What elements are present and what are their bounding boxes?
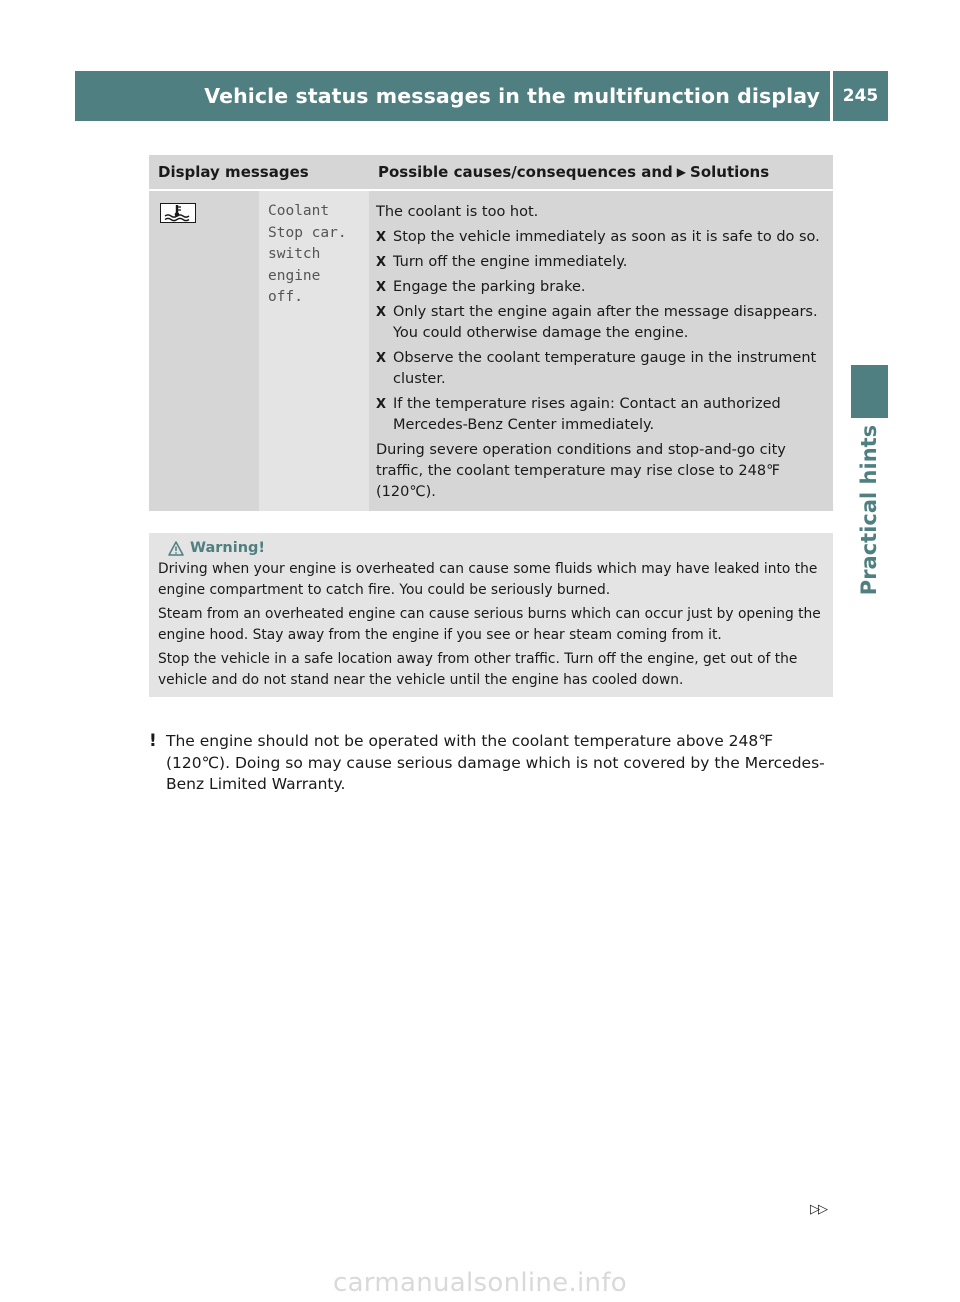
note-block bbox=[149, 731, 833, 796]
column-header-solutions-text: Solutions bbox=[690, 163, 770, 181]
warning-title: Warning! bbox=[190, 540, 266, 556]
column-header-causes-text: Possible causes/consequences and bbox=[378, 163, 673, 181]
message-line: engine bbox=[268, 267, 321, 284]
step-arrow-icon: X bbox=[376, 305, 387, 320]
solution-step: X Engage the parking brake. bbox=[376, 277, 827, 298]
display-messages-table bbox=[149, 155, 833, 511]
section-label-text: Practical hints bbox=[857, 424, 882, 596]
message-line: Stop car. bbox=[268, 224, 347, 241]
solution-step: X Stop the vehicle immediately as soon as it is safe to do so. bbox=[376, 227, 827, 248]
column-header-causes bbox=[369, 155, 833, 189]
table-header bbox=[149, 155, 833, 189]
step-arrow-icon: X bbox=[376, 230, 387, 245]
warning-paragraph: Steam from an overheated engine can cause serious burns which can occur just by opening the engine hood. Stay away from the engine if you see or hear steam coming from it. bbox=[158, 606, 821, 643]
message-line: Coolant bbox=[268, 203, 330, 219]
table-cell-icon bbox=[149, 191, 259, 511]
solution-step: X Only start the engine again after the message disappears. You could otherwise damage the engine. bbox=[376, 302, 827, 344]
step-arrow-icon: X bbox=[376, 280, 387, 295]
page-title: Vehicle status messages in the multifunction display bbox=[204, 84, 820, 108]
warning-paragraph: Driving when your engine is overheated can cause some fluids which may have leaked into the engine compartment to catch fire. You could be seriously burned. bbox=[158, 561, 818, 598]
column-header-display: Display messages bbox=[158, 163, 309, 181]
step-arrow-icon: X bbox=[376, 351, 387, 366]
continue-arrows-icon: ▷▷ bbox=[810, 1202, 826, 1217]
table-row bbox=[149, 189, 833, 511]
warning-header bbox=[168, 538, 826, 559]
footnote-text: During severe operation conditions and stop-and-go city traffic, the coolant temperature may rise close to 248℉ (120℃). bbox=[376, 442, 786, 500]
warning-paragraph: Stop the vehicle in a safe location away from other traffic. Turn off the engine, get out of the vehicle and do not stand near the vehicle until the engine has cooled down. bbox=[158, 651, 798, 688]
note-text: The engine should not be operated with the coolant temperature above 248℉ (120℃). Doing so may cause serious damage which is not covered by the Mercedes-Benz Limited Warranty. bbox=[166, 732, 825, 793]
message-line: off. bbox=[268, 289, 303, 305]
warning-box bbox=[149, 533, 833, 697]
section-label bbox=[851, 425, 888, 595]
solution-step: X Observe the coolant temperature gauge in the instrument cluster. bbox=[376, 348, 827, 390]
coolant-temperature-icon bbox=[160, 203, 196, 223]
message-line: switch bbox=[268, 246, 321, 262]
solution-step: X Turn off the engine immediately. bbox=[376, 252, 827, 273]
watermark: carmanualsonline.info bbox=[332, 1268, 627, 1298]
page-number: 245 bbox=[842, 86, 879, 106]
step-arrow-icon: X bbox=[376, 397, 387, 412]
display-message-text bbox=[259, 191, 369, 511]
warning-triangle-icon bbox=[168, 541, 184, 556]
step-arrow-icon: X bbox=[376, 255, 387, 270]
cause-text: The coolant is too hot. bbox=[376, 204, 539, 220]
note-exclamation-icon: ! bbox=[149, 731, 157, 751]
arrow-right-icon: ▶ bbox=[676, 165, 687, 179]
section-tab-marker bbox=[851, 365, 888, 418]
solution-step: X If the temperature rises again: Contact an authorized Mercedes-Benz Center immediately. bbox=[376, 394, 827, 436]
solutions-cell bbox=[369, 191, 833, 511]
